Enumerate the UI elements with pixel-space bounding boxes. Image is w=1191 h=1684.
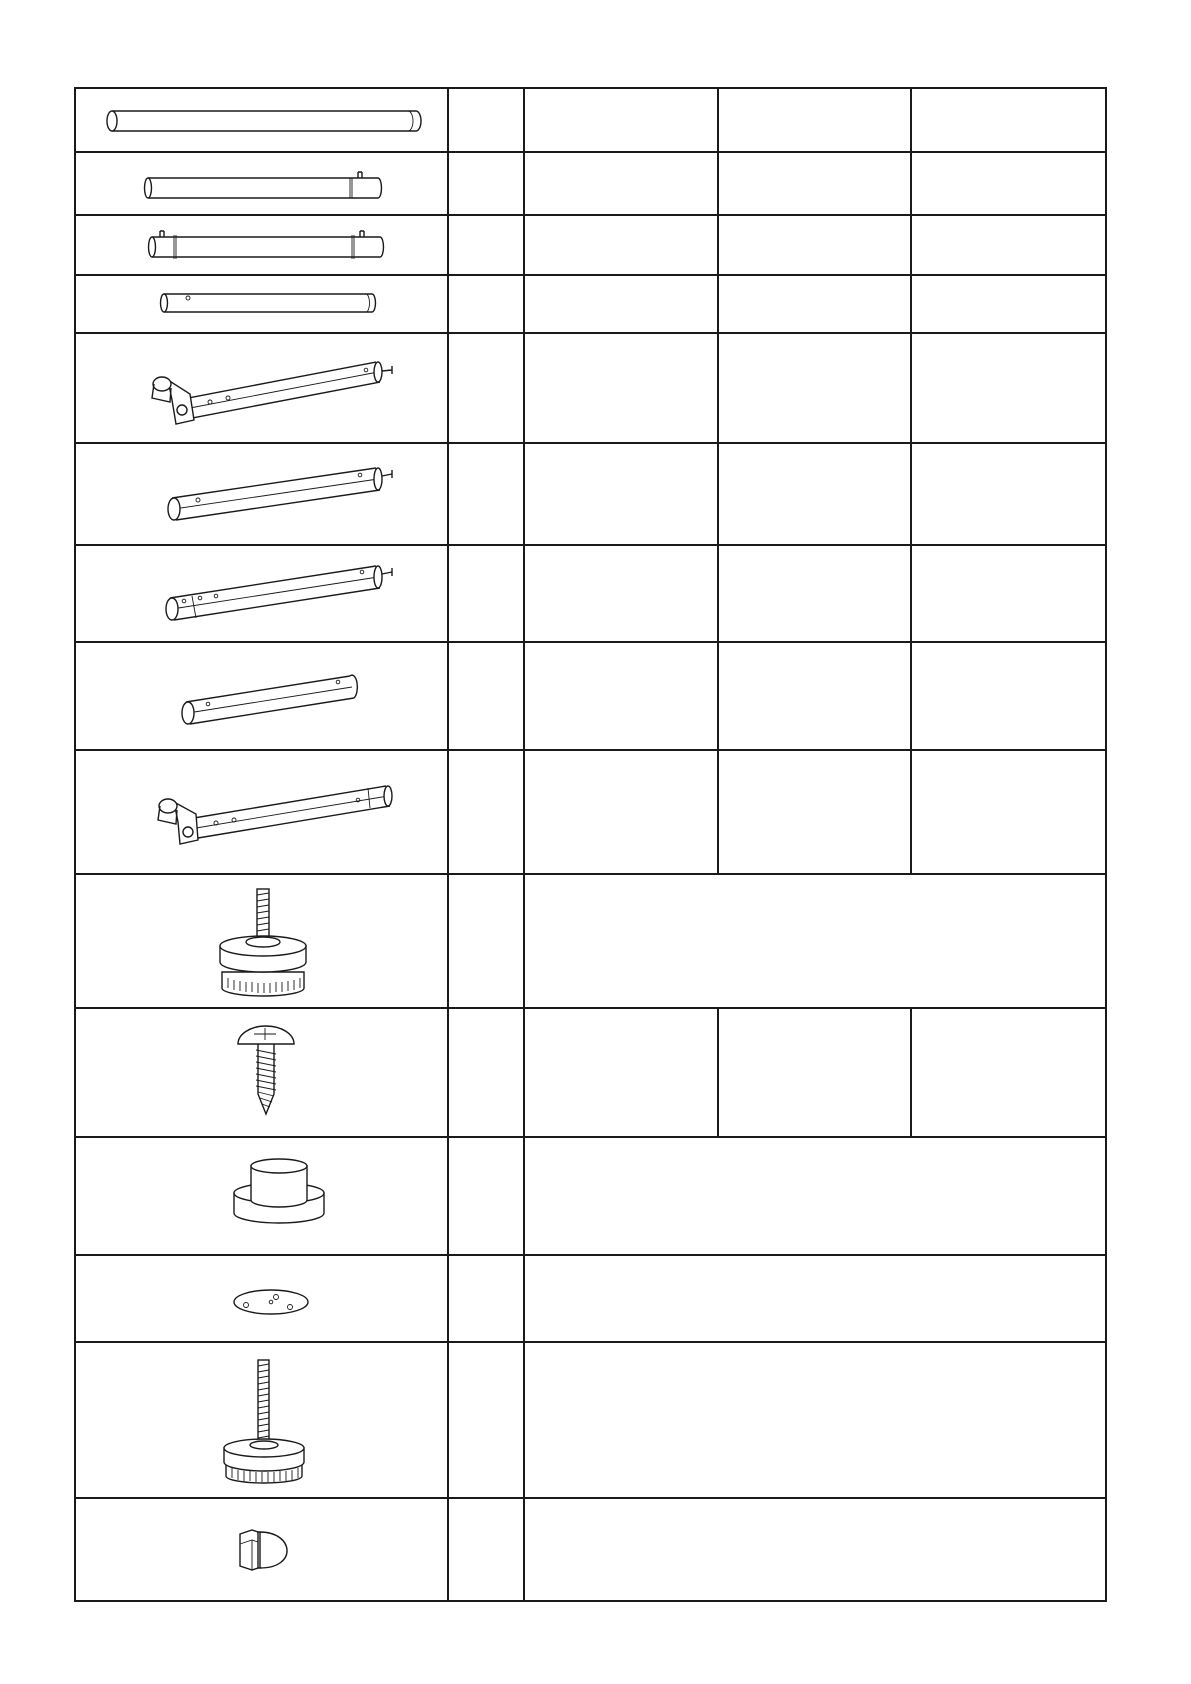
leveling-foot-illustration <box>220 889 306 996</box>
tube-two-pins-illustration <box>149 231 384 259</box>
plate-illustration <box>234 1290 308 1314</box>
parts-table-grid <box>75 88 1106 1601</box>
short-open-tube-illustration <box>182 675 357 724</box>
arm-with-clamp-illustration <box>158 786 392 844</box>
short-tube-illustration <box>161 294 376 312</box>
screw-illustration <box>238 1026 294 1114</box>
long-leveling-foot-illustration <box>224 1360 304 1483</box>
arm-with-clamp-and-pin-illustration <box>152 362 392 424</box>
cap-nut-illustration <box>240 1530 287 1570</box>
tube-with-pin-illustration <box>168 468 392 520</box>
long-tube-illustration <box>107 111 421 131</box>
tube-one-pin-illustration <box>145 172 382 198</box>
cap-illustration <box>234 1159 324 1223</box>
tube-with-holes-and-pin-illustration <box>166 566 392 620</box>
